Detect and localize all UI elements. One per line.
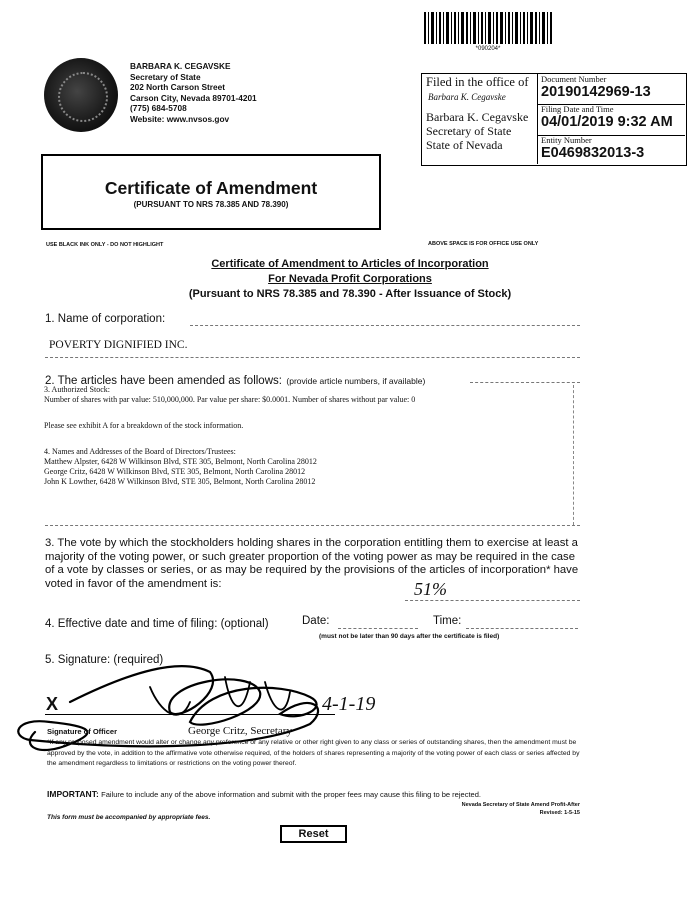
certificate-subtitle: (PURSUANT TO NRS 78.385 AND 78.390) [133,200,289,209]
exhibit-note: Please see exhibit A for a breakdown of the stock information. [44,421,244,430]
form-heading-3: (Pursuant to NRS 78.385 and 78.390 - After Issuance of Stock) [188,288,512,300]
section1-rule [190,325,580,326]
officer-name: George Critz, Secretary [188,725,292,737]
entity-number-label: Entity Number [541,135,592,145]
signature-line [45,714,335,715]
secretary-city: Carson City, Nevada 89701-4201 [130,92,257,103]
section2-hint: (provide article numbers, if available) [286,376,426,386]
filing-officer [426,110,528,152]
barcode-number: *090204* [475,46,501,52]
filing-signature: Barbara K. Cegavske [428,92,506,102]
effective-time-field[interactable] [466,628,578,629]
office-use-note: ABOVE SPACE IS FOR OFFICE USE ONLY [428,241,539,247]
ink-note: USE BLACK INK ONLY - DO NOT HIGHLIGHT [46,242,164,248]
filed-in-label: Filed in the office of [426,75,529,89]
amendment-text-field[interactable] [44,385,576,515]
section5-label: 5. Signature: (required) [45,654,164,666]
entity-number-value: E0469832013-3 [541,145,645,161]
vote-rule [405,600,580,601]
certificate-title: Certificate of Amendment [104,178,318,198]
signature-date[interactable]: 4-1-19 [322,693,376,715]
corporation-name-field[interactable]: POVERTY DIGNIFIED INC. [49,339,188,351]
form-heading-1: Certificate of Amendment to Articles of Incorporation [211,258,489,270]
filing-state: State of Nevada [426,138,503,152]
board-member: Matthew Alpster, 6428 W Wilkinson Blvd, STE 305, Belmont, North Carolina 28012 [44,457,317,466]
form-reference-line1: Nevada Secretary of State Amend Profit-After [461,802,580,808]
important-label: IMPORTANT: [47,789,99,799]
fees-note: This form must be accompanied by appropriate fees. [47,814,211,821]
form-heading-2: For Nevada Profit Corporations [268,273,432,285]
document-number-cell [538,74,685,105]
important-text: Failure to include any of the above information and submit with the proper fees may cause this filing to be rejected. [101,790,481,799]
vote-percentage-field[interactable]: 51% [414,579,447,599]
amendment-right-rule [573,385,574,525]
seal-ring [58,72,108,122]
form-reference [432,802,580,817]
filing-officer-name: Barbara K. Cegavske [426,110,529,124]
stock-heading: 3. Authorized Stock: [44,385,110,394]
barcode [424,12,552,44]
document-number-value: 20190142969-13 [541,84,651,100]
stock-line: Number of shares with par value: 510,000,000. Par value per share: $0.0001. Number of shares without par value: 0 [44,395,416,404]
secretary-phone: (775) 684-5708 [130,103,187,113]
date-label: Date: [302,615,330,627]
date-limit-note: (must not be later than 90 days after the certificate is filed) [319,633,500,640]
reset-button[interactable]: Reset [280,825,347,843]
section2-label: 2. The articles have been amended as follows: [45,375,282,387]
filing-date-label: Filing Date and Time [541,104,614,114]
signature-officer-label: Signature of Officer [47,727,118,736]
form-reference-line2: Revised: 1-5-15 [539,809,580,816]
important-note [47,789,481,799]
corporation-name-rule [45,357,580,358]
secretary-name: BARBARA K. CEGAVSKE [130,61,231,71]
secretary-title: Secretary of State [130,71,201,82]
board-heading: 4. Names and Addresses of the Board of Directors/Trustees: [44,447,236,456]
effective-date-field[interactable] [338,628,418,629]
filing-date-value: 04/01/2019 9:32 AM [541,114,673,130]
section1-label: 1. Name of corporation: [45,313,166,325]
footnote: *If any proposed amendment would alter or change any preference or any relative or other right given to any class or series of outstanding shares, then the amendment must be approved by the vote, in addition to the affirmative vote otherwise required, of the holders of shares representing a majority of the voting power of each class or series affected by the amendment regardless to limitations or restrictions on the voting power thereof. [47,739,580,767]
section2-rule [470,382,580,383]
secretary-website: Website: www.nvsos.gov [130,113,230,124]
filing-officer-title: Secretary of State [426,124,512,138]
time-label: Time: [433,615,462,627]
section4-label: 4. Effective date and time of filing: (optional) [45,618,269,630]
board-member: George Critz, 6428 W Wilkinson Blvd, STE 305, Belmont, North Carolina 28012 [44,467,306,476]
signature-x-mark: X [46,694,59,714]
amendment-bottom-rule [45,525,580,526]
document-number-label: Document Number [541,74,607,84]
section3-text: 3. The vote by which the stockholders holding shares in the corporation entitling them to exercise at least a majority of the voting power, or such greater proportion of the voting power as may be required in the case of a vote by classes or series, or as may be required by the provisions of the articles of incorporation* have voted in favor of the amendment is: [45,537,579,590]
filing-date-cell [538,104,685,136]
entity-number-cell [538,135,685,165]
secretary-street: 202 North Carson Street [130,82,225,92]
board-member: John K Lowther, 6428 W Wilkinson Blvd, STE 305, Belmont, North Carolina 28012 [44,477,316,486]
secretary-header [130,61,257,124]
